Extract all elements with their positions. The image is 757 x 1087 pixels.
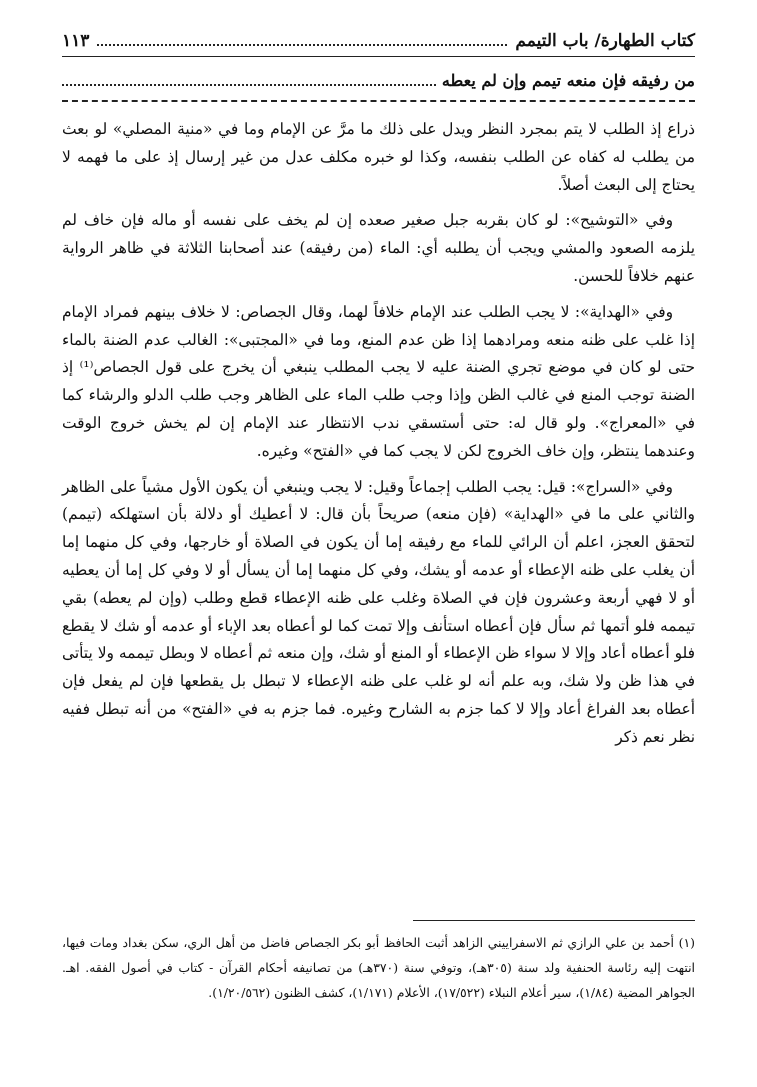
chapter-title: كتاب الطهارة/ باب التيمم: [515, 31, 695, 51]
header-divider: [62, 56, 695, 57]
leader-dots: [97, 44, 507, 46]
matn-leader-dots: [62, 84, 436, 86]
footnote: [62, 930, 695, 1005]
paragraph-4: وفي «السراج»: قيل: يجب الطلب إجماعاً وقيل: لا يجب وينبغي أن يكون الأول مشياً على الظاهر والثاني على ما في «الهداية» (فإن منعه) صريحاً بأن قال: لا أعطيك أو دلالة بأن استهلكه (تيمم) لتحقق العجز، اعلم أن الرائي للماء مع رفيقه إما أن يكون في الصلاة أو خارجها، وفي كل منهما إما أن يغلب على ظنه الإعطاء أو عدمه أو يشك، وفي كل منهما إما أن يسأل أو لا وفي كل إما أن يعطيه أو لا فهي أربعة وعشرون فإن في الصلاة وغلب على ظنه الإعطاء قطع وطلب (وإن لم يعطه) بقي تيممه فلو أتمها ثم سأل فإن أعطاه استأنف وإلا تمت كما لو أعطاه بعد الإباء أو عدمه أو شك لا يقطع فلو أعطاه أعاد وإلا لا سواء ظن الإعطاء أو المنع أو شك، وإن منعه ثم أعطاه لا وبطل تيممه ولا يتأتى في هذا ظن ولا شك، وبه علم أنه لو غلب على ظنه الإعطاء لا تبطل بل يقطعها فإن لم يفعل فإن أعطاه بعد الفراغ أعاد وإلا لا كما جزم به الشارح وغيره. فما جزم به في «الفتح» من أنه تبطل ففيه نظر نعم ذكر: [62, 477, 695, 746]
page-number: ١١٣: [62, 31, 90, 51]
paragraph-1: ذراع إذ الطلب لا يتم بمجرد النظر ويدل على ذلك ما مرَّ عن الإمام وما في «منية المصلي» لو بعث من يطلب له كفاه عن الطلب بنفسه، وكذا لو خبره مكلف عدل من غير إرسال إذ على ما فهمه لا يحتاج إلى البعث أصلاً.: [62, 120, 695, 194]
footnote-divider: [413, 920, 695, 921]
commentary-body: [62, 116, 695, 760]
matn-quote-line: [62, 66, 695, 94]
matn-divider: [62, 100, 695, 102]
matn-quote: من رفيقه فإن منعه تيمم وإن لم يعطه: [441, 70, 695, 90]
paragraph-2: وفي «التوشيح»: لو كان بقربه جبل صغير صعده إن لم يخف على نفسه أو ماله فإن خاف لم يلزمه الصعود والمشي ويجب أن يطلبه أي: الماء (من رفيقه) عند أصحابنا الثلاثة في ظاهر الرواية عنهم خلافاً للحسن.: [62, 211, 695, 285]
running-head: [62, 28, 695, 54]
footnote-1: (١) أحمد بن علي الرازي ثم الاسفراييني الزاهد أثبت الحافظ أبو بكر الجصاص فاضل من أهل الري، سكن بغداد ومات فيها، انتهت إليه رئاسة الحنفية ولد سنة (٣٠٥هـ)، وتوفي سنة (٣٧٠هـ) من تصانيفه أحكام القرآن - كتاب في أصول الفقه. اهـ. الجواهر المضية (١/٨٤)، سير أعلام النبلاء (١٧/٥٢٢)، الأعلام (١/١٧١)، كشف الظنون (١/٢٠/٥٦٢).: [62, 935, 695, 1000]
paragraph-3: وفي «الهداية»: لا يجب الطلب عند الإمام خلافاً لهما، وقال الجصاص: لا خلاف بينهم فمراد الإمام إذا غلب على ظنه منعه ومرادهما إذا ظن عدم المنع، وما في «المجتبى»: الغالب عدم الضنة بالماء حتى لو كان في موضع تجري الضنة عليه لا يجب المطلب ينبغي أن يخرج على قول الجصاص⁽¹⁾ إذ الضنة توجب المنع في غالب الظن وإذا وجب طلب الماء على الظاهر وجب طلب الدلو والرشاء كما في «المعراج». ولو قال له: حتى أستسقي ندب الانتظار عند الإمام إن لم يخش خروج الوقت وعندهما ينتظر، وإن خاف الخروج لكن لا يجب كما في «الفتح» وغيره.: [62, 302, 695, 460]
